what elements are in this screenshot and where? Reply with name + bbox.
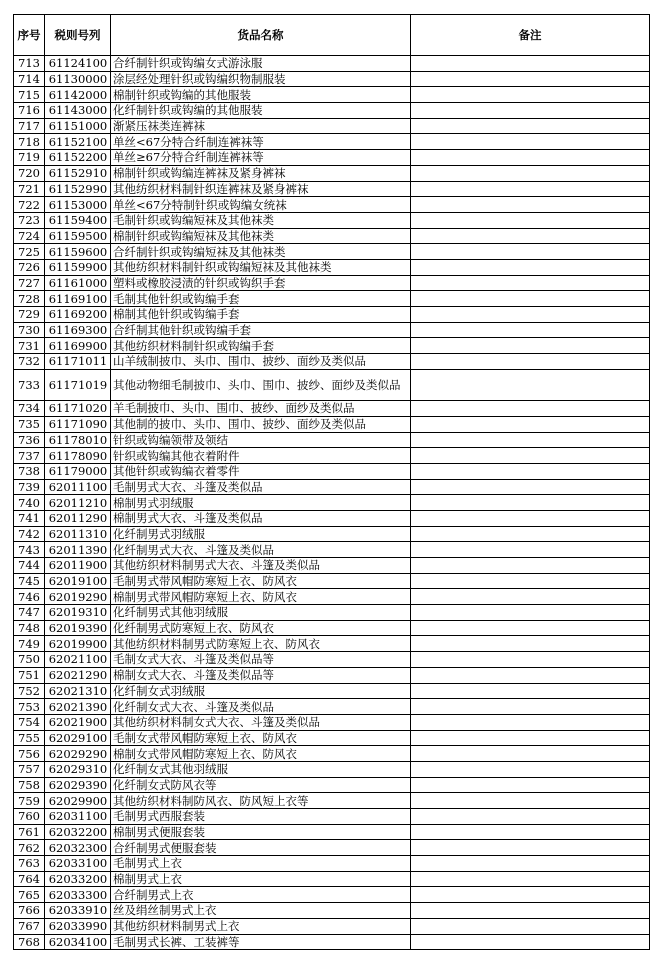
row-name-cell: 化纤制男式羽绒服 xyxy=(111,526,411,542)
row-seq-cell: 743 xyxy=(14,542,45,558)
row-seq-cell: 716 xyxy=(14,103,45,119)
row-seq-cell: 719 xyxy=(14,150,45,166)
row-name-cell: 其他纺织材料制针织连裤袜及紧身裤袜 xyxy=(111,181,411,197)
row-seq-cell: 736 xyxy=(14,432,45,448)
row-code-cell: 62011900 xyxy=(45,558,111,574)
table-row xyxy=(14,887,650,903)
row-seq-cell: 723 xyxy=(14,212,45,228)
table-row xyxy=(14,369,650,400)
row-note-cell xyxy=(411,291,650,307)
row-seq-cell: 718 xyxy=(14,134,45,150)
row-name-cell: 棉制针织或钩编短袜及其他袜类 xyxy=(111,228,411,244)
row-name-cell: 单丝<67分特制针织或钩编女统袜 xyxy=(111,197,411,213)
row-code-cell: 62011390 xyxy=(45,542,111,558)
row-note-cell xyxy=(411,809,650,825)
row-note-cell xyxy=(411,432,650,448)
table-row xyxy=(14,354,650,370)
row-seq-cell: 729 xyxy=(14,307,45,323)
row-note-cell xyxy=(411,714,650,730)
row-note-cell xyxy=(411,558,650,574)
row-name-cell: 棉制男式大衣、斗篷及类似品 xyxy=(111,510,411,526)
row-seq-cell: 722 xyxy=(14,197,45,213)
row-seq-cell: 768 xyxy=(14,934,45,950)
row-note-cell xyxy=(411,322,650,338)
table-row xyxy=(14,918,650,934)
row-note-cell xyxy=(411,777,650,793)
row-seq-cell: 713 xyxy=(14,56,45,72)
table-row xyxy=(14,181,650,197)
row-note-cell xyxy=(411,652,650,668)
row-note-cell xyxy=(411,840,650,856)
row-code-cell: 62019310 xyxy=(45,605,111,621)
row-code-cell: 62011310 xyxy=(45,526,111,542)
row-name-cell: 毛制针织或钩编短袜及其他袜类 xyxy=(111,212,411,228)
table-row xyxy=(14,620,650,636)
row-name-cell: 合纤制男式便服套装 xyxy=(111,840,411,856)
table-row xyxy=(14,448,650,464)
row-name-cell: 合纤制男式上衣 xyxy=(111,887,411,903)
row-seq-cell: 727 xyxy=(14,275,45,291)
row-note-cell xyxy=(411,259,650,275)
row-note-cell xyxy=(411,354,650,370)
row-name-cell: 其他纺织材料制针织或钩编手套 xyxy=(111,338,411,354)
row-name-cell: 塑料或橡胶浸渍的针织或钩织手套 xyxy=(111,275,411,291)
tariff-table xyxy=(13,14,650,950)
row-note-cell xyxy=(411,448,650,464)
row-seq-cell: 761 xyxy=(14,824,45,840)
row-name-cell: 化纤制女式防风衣等 xyxy=(111,777,411,793)
row-code-cell: 62021390 xyxy=(45,699,111,715)
row-name-cell: 棉制针织或钩编的其他服装 xyxy=(111,87,411,103)
table-row xyxy=(14,495,650,511)
row-code-cell: 61169100 xyxy=(45,291,111,307)
row-note-cell xyxy=(411,856,650,872)
row-note-cell xyxy=(411,401,650,417)
row-code-cell: 61124100 xyxy=(45,56,111,72)
row-seq-cell: 760 xyxy=(14,809,45,825)
table-row xyxy=(14,824,650,840)
row-note-cell xyxy=(411,134,650,150)
row-name-cell: 毛制男式上衣 xyxy=(111,856,411,872)
row-code-cell: 62029900 xyxy=(45,793,111,809)
table-row xyxy=(14,809,650,825)
row-note-cell xyxy=(411,934,650,950)
row-code-cell: 62019390 xyxy=(45,620,111,636)
row-code-cell: 61161000 xyxy=(45,275,111,291)
row-seq-cell: 732 xyxy=(14,354,45,370)
row-note-cell xyxy=(411,87,650,103)
row-note-cell xyxy=(411,244,650,260)
table-row xyxy=(14,275,650,291)
row-seq-cell: 731 xyxy=(14,338,45,354)
row-note-cell xyxy=(411,307,650,323)
row-name-cell: 化纤制男式其他羽绒服 xyxy=(111,605,411,621)
row-note-cell xyxy=(411,118,650,134)
row-code-cell: 62029290 xyxy=(45,746,111,762)
table-row xyxy=(14,401,650,417)
table-row xyxy=(14,605,650,621)
table-row xyxy=(14,197,650,213)
table-row xyxy=(14,793,650,809)
row-name-cell: 棉制女式带风帽防寒短上衣、防风衣 xyxy=(111,746,411,762)
row-code-cell: 61171020 xyxy=(45,401,111,417)
row-code-cell: 62019900 xyxy=(45,636,111,652)
row-note-cell xyxy=(411,103,650,119)
table-row xyxy=(14,134,650,150)
table-row xyxy=(14,714,650,730)
row-note-cell xyxy=(411,228,650,244)
table-row xyxy=(14,871,650,887)
table-row xyxy=(14,307,650,323)
row-name-cell: 其他动物细毛制披巾、头巾、围巾、披纱、面纱及类似品 xyxy=(111,369,411,400)
table-row xyxy=(14,259,650,275)
table-row xyxy=(14,432,650,448)
row-name-cell: 毛制女式大衣、斗篷及类似品等 xyxy=(111,652,411,668)
row-note-cell xyxy=(411,683,650,699)
row-name-cell: 其他纺织材料制女式大衣、斗篷及类似品 xyxy=(111,714,411,730)
row-code-cell: 61152910 xyxy=(45,165,111,181)
row-name-cell: 棉制女式大衣、斗篷及类似品等 xyxy=(111,667,411,683)
row-note-cell xyxy=(411,667,650,683)
row-code-cell: 61153000 xyxy=(45,197,111,213)
row-seq-cell: 721 xyxy=(14,181,45,197)
row-seq-cell: 765 xyxy=(14,887,45,903)
table-row xyxy=(14,761,650,777)
table-row xyxy=(14,212,650,228)
row-name-cell: 化纤制针织或钩编的其他服装 xyxy=(111,103,411,119)
row-name-cell: 棉制针织或钩编连裤袜及紧身裤袜 xyxy=(111,165,411,181)
row-note-cell xyxy=(411,416,650,432)
row-code-cell: 61152990 xyxy=(45,181,111,197)
row-seq-cell: 739 xyxy=(14,479,45,495)
row-code-cell: 62032200 xyxy=(45,824,111,840)
table-row xyxy=(14,118,650,134)
row-seq-cell: 734 xyxy=(14,401,45,417)
row-seq-cell: 752 xyxy=(14,683,45,699)
row-note-cell xyxy=(411,887,650,903)
row-seq-cell: 757 xyxy=(14,761,45,777)
row-name-cell: 羊毛制披巾、头巾、围巾、披纱、面纱及类似品 xyxy=(111,401,411,417)
row-code-cell: 61159400 xyxy=(45,212,111,228)
row-seq-cell: 756 xyxy=(14,746,45,762)
row-code-cell: 61171011 xyxy=(45,354,111,370)
row-seq-cell: 763 xyxy=(14,856,45,872)
table-row xyxy=(14,699,650,715)
row-name-cell: 涂层经处理针织或钩编织物制服装 xyxy=(111,71,411,87)
row-name-cell: 其他纺织材料制防风衣、防风短上衣等 xyxy=(111,793,411,809)
row-code-cell: 61143000 xyxy=(45,103,111,119)
row-name-cell: 化纤制女式羽绒服 xyxy=(111,683,411,699)
row-note-cell xyxy=(411,542,650,558)
table-row xyxy=(14,463,650,479)
row-seq-cell: 720 xyxy=(14,165,45,181)
row-seq-cell: 744 xyxy=(14,558,45,574)
row-note-cell xyxy=(411,903,650,919)
row-code-cell: 61178090 xyxy=(45,448,111,464)
row-code-cell: 61159900 xyxy=(45,259,111,275)
row-note-cell xyxy=(411,338,650,354)
header-seq: 序号 xyxy=(14,15,45,56)
row-name-cell: 渐紧压袜类连裤袜 xyxy=(111,118,411,134)
row-name-cell: 合纤制针织或钩编女式游泳服 xyxy=(111,56,411,72)
table-row xyxy=(14,526,650,542)
row-name-cell: 单丝<67分特合纤制连裤袜等 xyxy=(111,134,411,150)
table-row xyxy=(14,322,650,338)
row-seq-cell: 764 xyxy=(14,871,45,887)
row-seq-cell: 746 xyxy=(14,589,45,605)
row-name-cell: 化纤制女式其他羽绒服 xyxy=(111,761,411,777)
row-note-cell xyxy=(411,605,650,621)
row-code-cell: 61152100 xyxy=(45,134,111,150)
row-note-cell xyxy=(411,620,650,636)
row-name-cell: 毛制女式带风帽防寒短上衣、防风衣 xyxy=(111,730,411,746)
row-code-cell: 62034100 xyxy=(45,934,111,950)
row-code-cell: 62029310 xyxy=(45,761,111,777)
row-note-cell xyxy=(411,275,650,291)
row-seq-cell: 749 xyxy=(14,636,45,652)
row-name-cell: 其他纺织材料制男式防寒短上衣、防风衣 xyxy=(111,636,411,652)
table-row xyxy=(14,103,650,119)
row-code-cell: 62011100 xyxy=(45,479,111,495)
row-code-cell: 61159500 xyxy=(45,228,111,244)
row-name-cell: 化纤制男式大衣、斗篷及类似品 xyxy=(111,542,411,558)
row-code-cell: 61178010 xyxy=(45,432,111,448)
row-name-cell: 棉制男式上衣 xyxy=(111,871,411,887)
table-row xyxy=(14,165,650,181)
row-name-cell: 合纤制针织或钩编短袜及其他袜类 xyxy=(111,244,411,260)
table-row xyxy=(14,589,650,605)
row-seq-cell: 751 xyxy=(14,667,45,683)
table-row xyxy=(14,228,650,244)
row-code-cell: 61159600 xyxy=(45,244,111,260)
row-seq-cell: 740 xyxy=(14,495,45,511)
table-row xyxy=(14,683,650,699)
row-code-cell: 62021310 xyxy=(45,683,111,699)
row-code-cell: 62019100 xyxy=(45,573,111,589)
row-seq-cell: 738 xyxy=(14,463,45,479)
row-code-cell: 62032300 xyxy=(45,840,111,856)
table-row xyxy=(14,479,650,495)
table-row xyxy=(14,934,650,950)
row-note-cell xyxy=(411,71,650,87)
table-row xyxy=(14,416,650,432)
row-name-cell: 化纤制女式大衣、斗篷及类似品 xyxy=(111,699,411,715)
table-row xyxy=(14,542,650,558)
row-name-cell: 合纤制其他针织或钩编手套 xyxy=(111,322,411,338)
row-seq-cell: 755 xyxy=(14,730,45,746)
row-code-cell: 61171090 xyxy=(45,416,111,432)
table-row xyxy=(14,56,650,72)
table-row xyxy=(14,558,650,574)
row-seq-cell: 758 xyxy=(14,777,45,793)
row-note-cell xyxy=(411,730,650,746)
row-note-cell xyxy=(411,56,650,72)
row-name-cell: 针织或钩编其他衣着附件 xyxy=(111,448,411,464)
row-note-cell xyxy=(411,181,650,197)
row-seq-cell: 730 xyxy=(14,322,45,338)
row-name-cell: 毛制男式大衣、斗篷及类似品 xyxy=(111,479,411,495)
table-row xyxy=(14,338,650,354)
header-note: 备注 xyxy=(411,15,650,56)
row-seq-cell: 747 xyxy=(14,605,45,621)
row-name-cell: 毛制男式西服套装 xyxy=(111,809,411,825)
row-note-cell xyxy=(411,369,650,400)
row-code-cell: 62033910 xyxy=(45,903,111,919)
table-row xyxy=(14,730,650,746)
row-seq-cell: 726 xyxy=(14,259,45,275)
row-name-cell: 山羊绒制披巾、头巾、围巾、披纱、面纱及类似品 xyxy=(111,354,411,370)
row-code-cell: 62011210 xyxy=(45,495,111,511)
header-name: 货品名称 xyxy=(111,15,411,56)
row-code-cell: 61130000 xyxy=(45,71,111,87)
table-row xyxy=(14,746,650,762)
row-code-cell: 61171019 xyxy=(45,369,111,400)
row-note-cell xyxy=(411,510,650,526)
row-name-cell: 丝及绢丝制男式上衣 xyxy=(111,903,411,919)
row-seq-cell: 742 xyxy=(14,526,45,542)
header-code: 税则号列 xyxy=(45,15,111,56)
row-code-cell: 61179000 xyxy=(45,463,111,479)
row-name-cell: 棉制男式羽绒服 xyxy=(111,495,411,511)
row-note-cell xyxy=(411,212,650,228)
row-note-cell xyxy=(411,746,650,762)
row-name-cell: 其他针织或钩编衣着零件 xyxy=(111,463,411,479)
row-seq-cell: 762 xyxy=(14,840,45,856)
row-seq-cell: 767 xyxy=(14,918,45,934)
row-name-cell: 棉制男式便服套装 xyxy=(111,824,411,840)
row-note-cell xyxy=(411,589,650,605)
row-name-cell: 毛制其他针织或钩编手套 xyxy=(111,291,411,307)
row-code-cell: 62021900 xyxy=(45,714,111,730)
row-note-cell xyxy=(411,150,650,166)
row-note-cell xyxy=(411,479,650,495)
table-row xyxy=(14,87,650,103)
row-note-cell xyxy=(411,526,650,542)
row-seq-cell: 759 xyxy=(14,793,45,809)
header-row xyxy=(14,15,650,56)
row-seq-cell: 745 xyxy=(14,573,45,589)
row-code-cell: 62031100 xyxy=(45,809,111,825)
row-code-cell: 62029100 xyxy=(45,730,111,746)
table-row xyxy=(14,291,650,307)
row-code-cell: 61151000 xyxy=(45,118,111,134)
row-code-cell: 62029390 xyxy=(45,777,111,793)
row-name-cell: 棉制其他针织或钩编手套 xyxy=(111,307,411,323)
table-body xyxy=(14,56,650,950)
row-name-cell: 其他纺织材料制男式上衣 xyxy=(111,918,411,934)
row-name-cell: 其他纺织材料制男式大衣、斗篷及类似品 xyxy=(111,558,411,574)
row-note-cell xyxy=(411,824,650,840)
row-name-cell: 针织或钩编领带及领结 xyxy=(111,432,411,448)
row-note-cell xyxy=(411,495,650,511)
table-row xyxy=(14,667,650,683)
row-note-cell xyxy=(411,699,650,715)
row-code-cell: 62033990 xyxy=(45,918,111,934)
row-code-cell: 62021290 xyxy=(45,667,111,683)
row-code-cell: 62019290 xyxy=(45,589,111,605)
row-code-cell: 61152200 xyxy=(45,150,111,166)
row-seq-cell: 766 xyxy=(14,903,45,919)
row-code-cell: 62033200 xyxy=(45,871,111,887)
table-row xyxy=(14,573,650,589)
row-note-cell xyxy=(411,197,650,213)
row-code-cell: 62011290 xyxy=(45,510,111,526)
row-code-cell: 62021100 xyxy=(45,652,111,668)
table-row xyxy=(14,652,650,668)
row-seq-cell: 728 xyxy=(14,291,45,307)
row-name-cell: 化纤制男式防寒短上衣、防风衣 xyxy=(111,620,411,636)
row-name-cell: 其他纺织材料制针织或钩编短袜及其他袜类 xyxy=(111,259,411,275)
row-seq-cell: 717 xyxy=(14,118,45,134)
tariff-table-sheet xyxy=(13,14,650,950)
row-name-cell: 单丝≥67分特合纤制连裤袜等 xyxy=(111,150,411,166)
table-row xyxy=(14,71,650,87)
row-code-cell: 61142000 xyxy=(45,87,111,103)
table-row xyxy=(14,510,650,526)
table-row xyxy=(14,150,650,166)
row-code-cell: 61169300 xyxy=(45,322,111,338)
table-row xyxy=(14,636,650,652)
row-seq-cell: 748 xyxy=(14,620,45,636)
table-row xyxy=(14,903,650,919)
row-name-cell: 棉制男式带风帽防寒短上衣、防风衣 xyxy=(111,589,411,605)
row-seq-cell: 735 xyxy=(14,416,45,432)
row-code-cell: 61169200 xyxy=(45,307,111,323)
row-note-cell xyxy=(411,793,650,809)
row-code-cell: 62033100 xyxy=(45,856,111,872)
row-seq-cell: 741 xyxy=(14,510,45,526)
table-row xyxy=(14,244,650,260)
row-note-cell xyxy=(411,918,650,934)
row-name-cell: 毛制男式带风帽防寒短上衣、防风衣 xyxy=(111,573,411,589)
row-note-cell xyxy=(411,165,650,181)
row-seq-cell: 737 xyxy=(14,448,45,464)
table-row xyxy=(14,840,650,856)
row-note-cell xyxy=(411,573,650,589)
row-seq-cell: 753 xyxy=(14,699,45,715)
row-seq-cell: 754 xyxy=(14,714,45,730)
row-seq-cell: 750 xyxy=(14,652,45,668)
row-note-cell xyxy=(411,761,650,777)
table-row xyxy=(14,777,650,793)
row-code-cell: 62033300 xyxy=(45,887,111,903)
row-seq-cell: 714 xyxy=(14,71,45,87)
row-seq-cell: 724 xyxy=(14,228,45,244)
row-seq-cell: 725 xyxy=(14,244,45,260)
row-note-cell xyxy=(411,636,650,652)
row-name-cell: 其他制的披巾、头巾、围巾、披纱、面纱及类似品 xyxy=(111,416,411,432)
row-seq-cell: 715 xyxy=(14,87,45,103)
row-name-cell: 毛制男式长裤、工装裤等 xyxy=(111,934,411,950)
row-seq-cell: 733 xyxy=(14,369,45,400)
row-note-cell xyxy=(411,871,650,887)
row-note-cell xyxy=(411,463,650,479)
row-code-cell: 61169900 xyxy=(45,338,111,354)
table-row xyxy=(14,856,650,872)
